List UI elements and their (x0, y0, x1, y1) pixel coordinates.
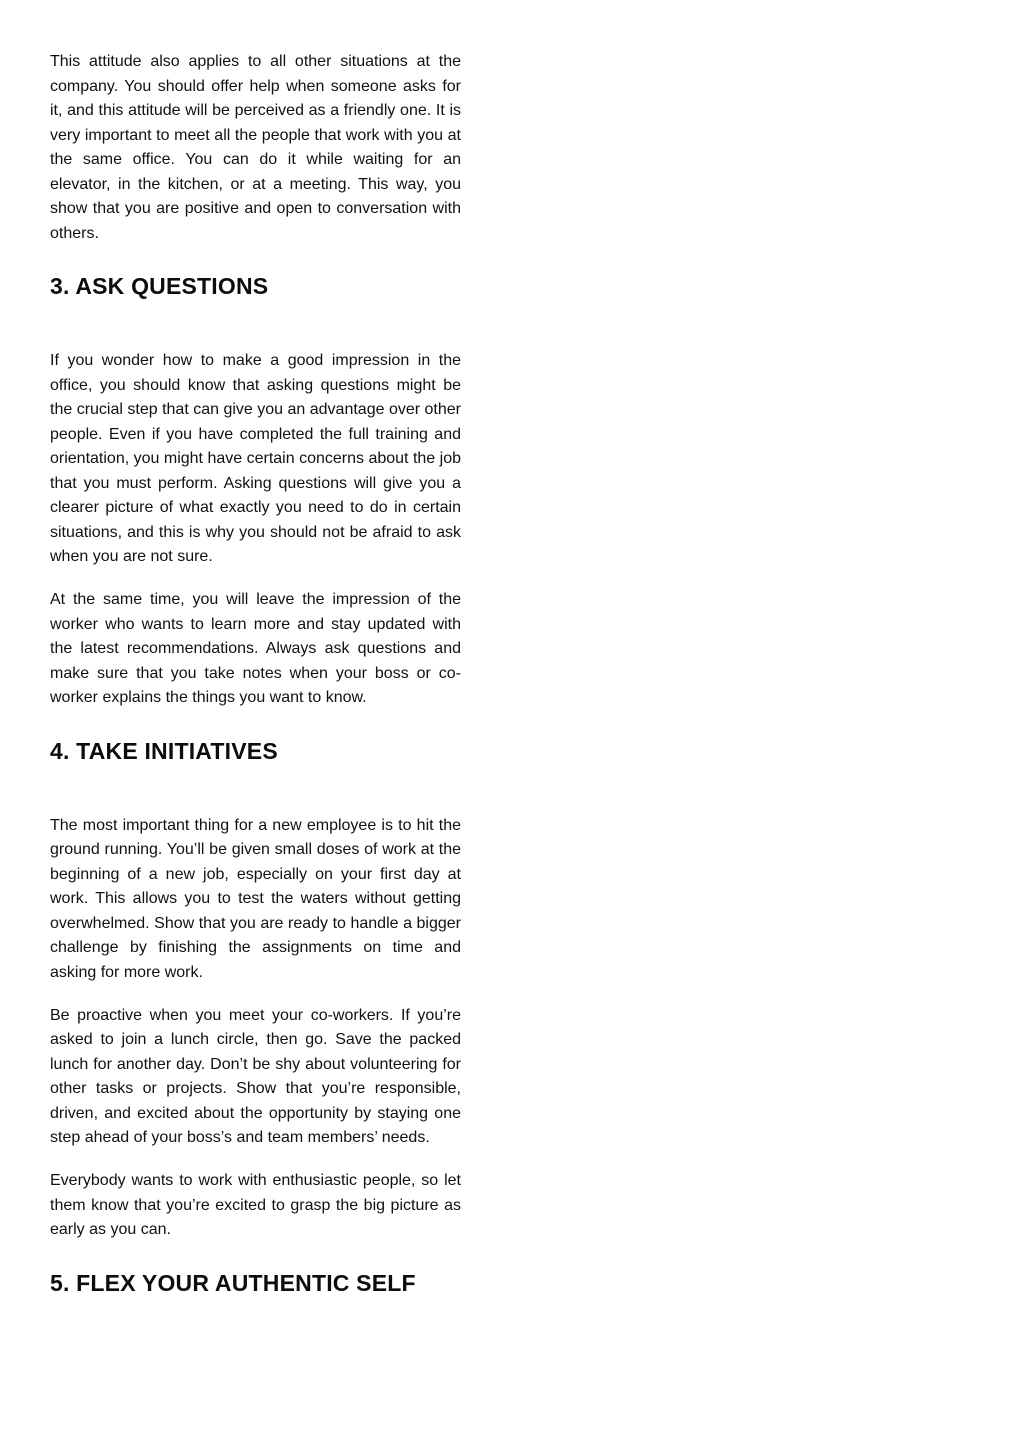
paragraph-take-initiatives-1: The most important thing for a new employee is to hit the ground running. You’ll be given small doses of work at the beginning of a new job, especially on your first day at work. This allows you to test the waters without getting overwhelmed. Show that you are ready to handle a bigger challenge by finishing the assignments on time and asking for more work. (50, 816, 461, 981)
paragraph-ask-questions-1: If you wonder how to make a good impression in the office, you should know that asking questions might be the crucial step that can give you an advantage over other people. Even if you have completed the full training and orientation, you might have certain concerns about the job that you must perform. Asking questions will give you a clearer picture of what exactly you need to do in certain situations, and this is why you should not be afraid to ask when you are not sure. (50, 352, 461, 565)
paragraph-take-initiatives-2: Be proactive when you meet your co-workers. If you’re asked to join a lunch circle, then go. Save the packed lunch for another day. Don’t be shy about volunteering for other tasks or projects. Show that you’re responsible, driven, and excited about the opportunity by staying one step ahead of your boss’s and team members’ needs. (50, 1006, 461, 1146)
paragraph-ask-questions-2: At the same time, you will leave the impression of the worker who wants to learn more and stay updated with the latest recommendations. Always ask questions and make sure that you take notes when your boss or co-worker explains the things you want to know. (50, 591, 461, 706)
heading-ask-questions: 3. ASK QUESTIONS (50, 273, 269, 299)
paragraph-intro: This attitude also applies to all other situations at the company. You should offer help when someone asks for it, and this attitude will be perceived as a friendly one. It is very important to meet all the people that work with you at the same office. You can do it while waiting for an elevator, in the kitchen, or at a meeting. This way, you show that you are positive and open to conversation with others. (50, 53, 461, 242)
heading-take-initiatives: 4. TAKE INITIATIVES (50, 737, 278, 764)
paragraph-take-initiatives-3: Everybody wants to work with enthusiastic people, so let them know that you’re excited to grasp the big picture as early as you can. (50, 1172, 461, 1238)
heading-flex-authentic-self: 5. FLEX YOUR AUTHENTIC SELF (50, 1269, 416, 1296)
article-body (50, 50, 461, 1298)
